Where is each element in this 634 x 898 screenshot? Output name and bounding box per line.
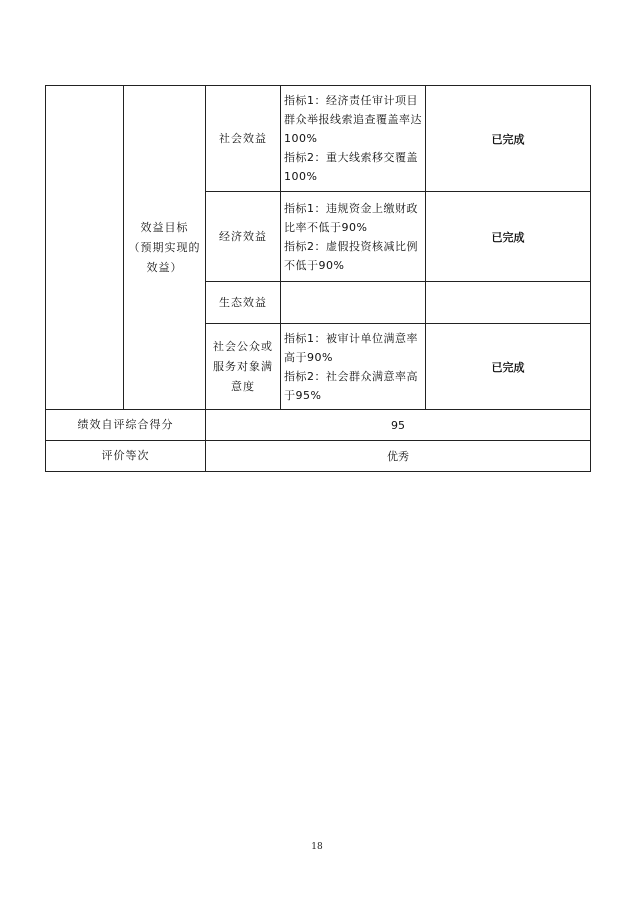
status-cell [426,282,591,324]
sub-indicator-cell [206,324,281,410]
sub-indicator-label: 意度 [231,379,255,393]
sub-indicator-label: 社会公众或 [213,339,273,353]
indicator-cell [281,324,426,410]
grade-label: 评价等次 [46,441,206,472]
indicator-cell [281,282,426,324]
indicator-text: 指标2：社会群众满意率高于95% [284,369,418,402]
indicator-text: 指标2：重大线索移交覆盖100% [284,151,418,183]
indicator-text: 指标1：违规资金上缴财政比率不低于90% [284,201,418,234]
score-value: 95 [206,410,591,441]
sub-indicator-label: 经济效益 [219,229,267,243]
category-line: （预期实现的 [128,240,201,254]
indicator-text: 指标1：被审计单位满意率高于90% [284,331,418,364]
grade-value: 优秀 [206,441,591,472]
sub-indicator-label: 社会效益 [219,131,267,145]
indicator-text: 指标2：虚假投资核减比例不低于90% [284,239,418,272]
status-cell: 已完成 [426,86,591,192]
category-line: 效益目标 [140,220,189,234]
status-cell: 已完成 [426,192,591,282]
performance-table [45,85,591,472]
grade-row [46,441,591,472]
sub-indicator-cell [206,192,281,282]
page-number: 18 [311,842,323,852]
blank-cell [46,86,124,410]
status-cell: 已完成 [426,324,591,410]
indicator-cell [281,192,426,282]
sub-indicator-label: 生态效益 [219,295,267,309]
category-line: 效益） [146,260,183,274]
indicator-text: 指标1：经济责任审计项目群众举报线索追查覆盖率达100% [284,94,422,145]
category-cell [124,86,206,410]
indicator-cell [281,86,426,192]
sub-indicator-label: 服务对象满 [213,359,273,373]
score-row [46,410,591,441]
sub-indicator-cell [206,282,281,324]
table-row [46,86,591,192]
sub-indicator-cell [206,86,281,192]
score-label: 绩效自评综合得分 [46,410,206,441]
